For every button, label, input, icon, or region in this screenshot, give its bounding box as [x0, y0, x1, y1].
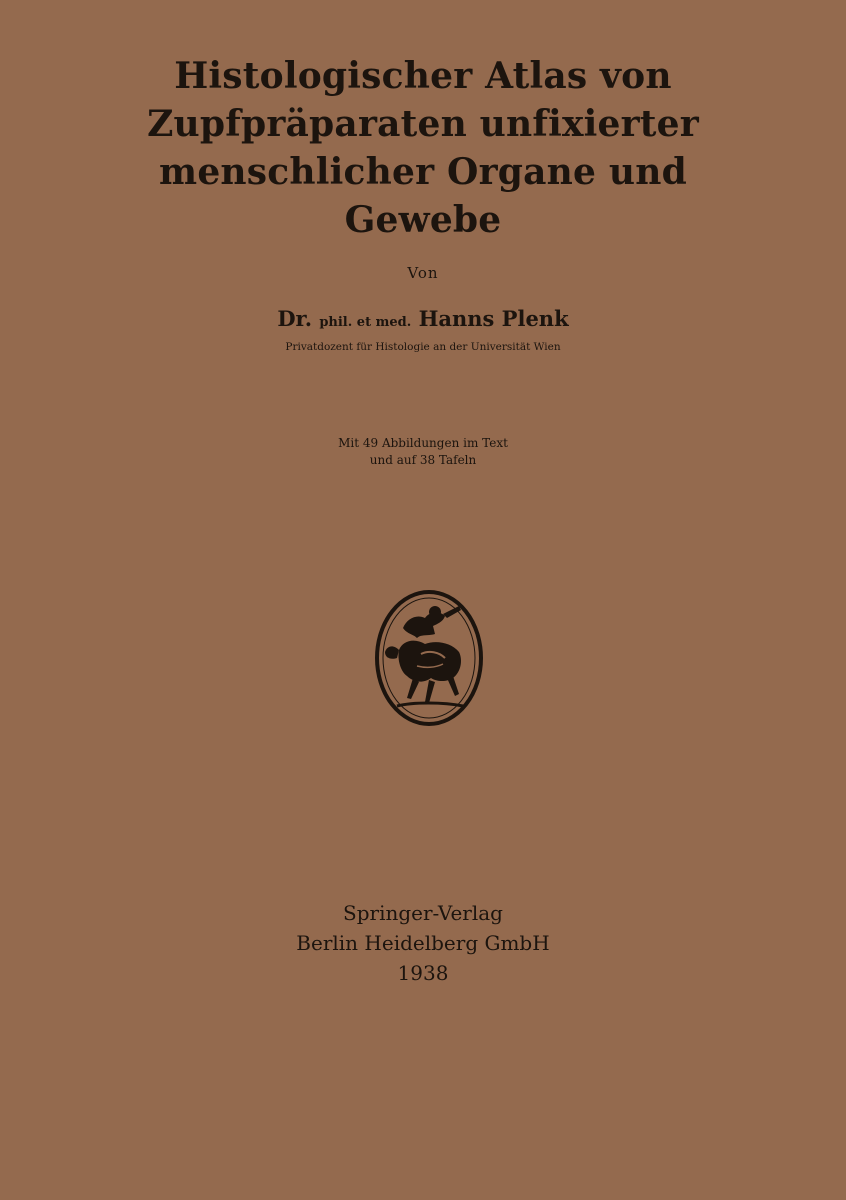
- publisher-location: Berlin Heidelberg GmbH: [296, 931, 550, 955]
- publisher-name: Springer-Verlag: [343, 901, 503, 925]
- springer-knight-horse-emblem-icon: [373, 588, 485, 728]
- publisher-block: [0, 898, 846, 988]
- title-line-3: menschlicher Organe und: [159, 151, 687, 193]
- illustrations-line-1: Mit 49 Abbildungen im Text: [338, 436, 508, 450]
- book-title: [0, 52, 846, 244]
- author-line: [0, 306, 846, 331]
- title-line-2: Zupfpräparaten unfixierter: [147, 103, 699, 145]
- author-name: Hanns Plenk: [418, 306, 569, 331]
- title-line-1: Histologischer Atlas von: [174, 55, 672, 97]
- by-label: Von: [407, 264, 439, 282]
- title-line-4: Gewebe: [344, 199, 502, 241]
- author-degrees: phil. et med.: [319, 315, 412, 330]
- publication-year: 1938: [397, 961, 449, 985]
- illustrations-note: [0, 435, 846, 469]
- author-affiliation: Privatdozent für Histologie an der Universität Wien: [285, 341, 561, 353]
- author-prefix: Dr.: [277, 306, 313, 331]
- illustrations-line-2: und auf 38 Tafeln: [369, 453, 477, 467]
